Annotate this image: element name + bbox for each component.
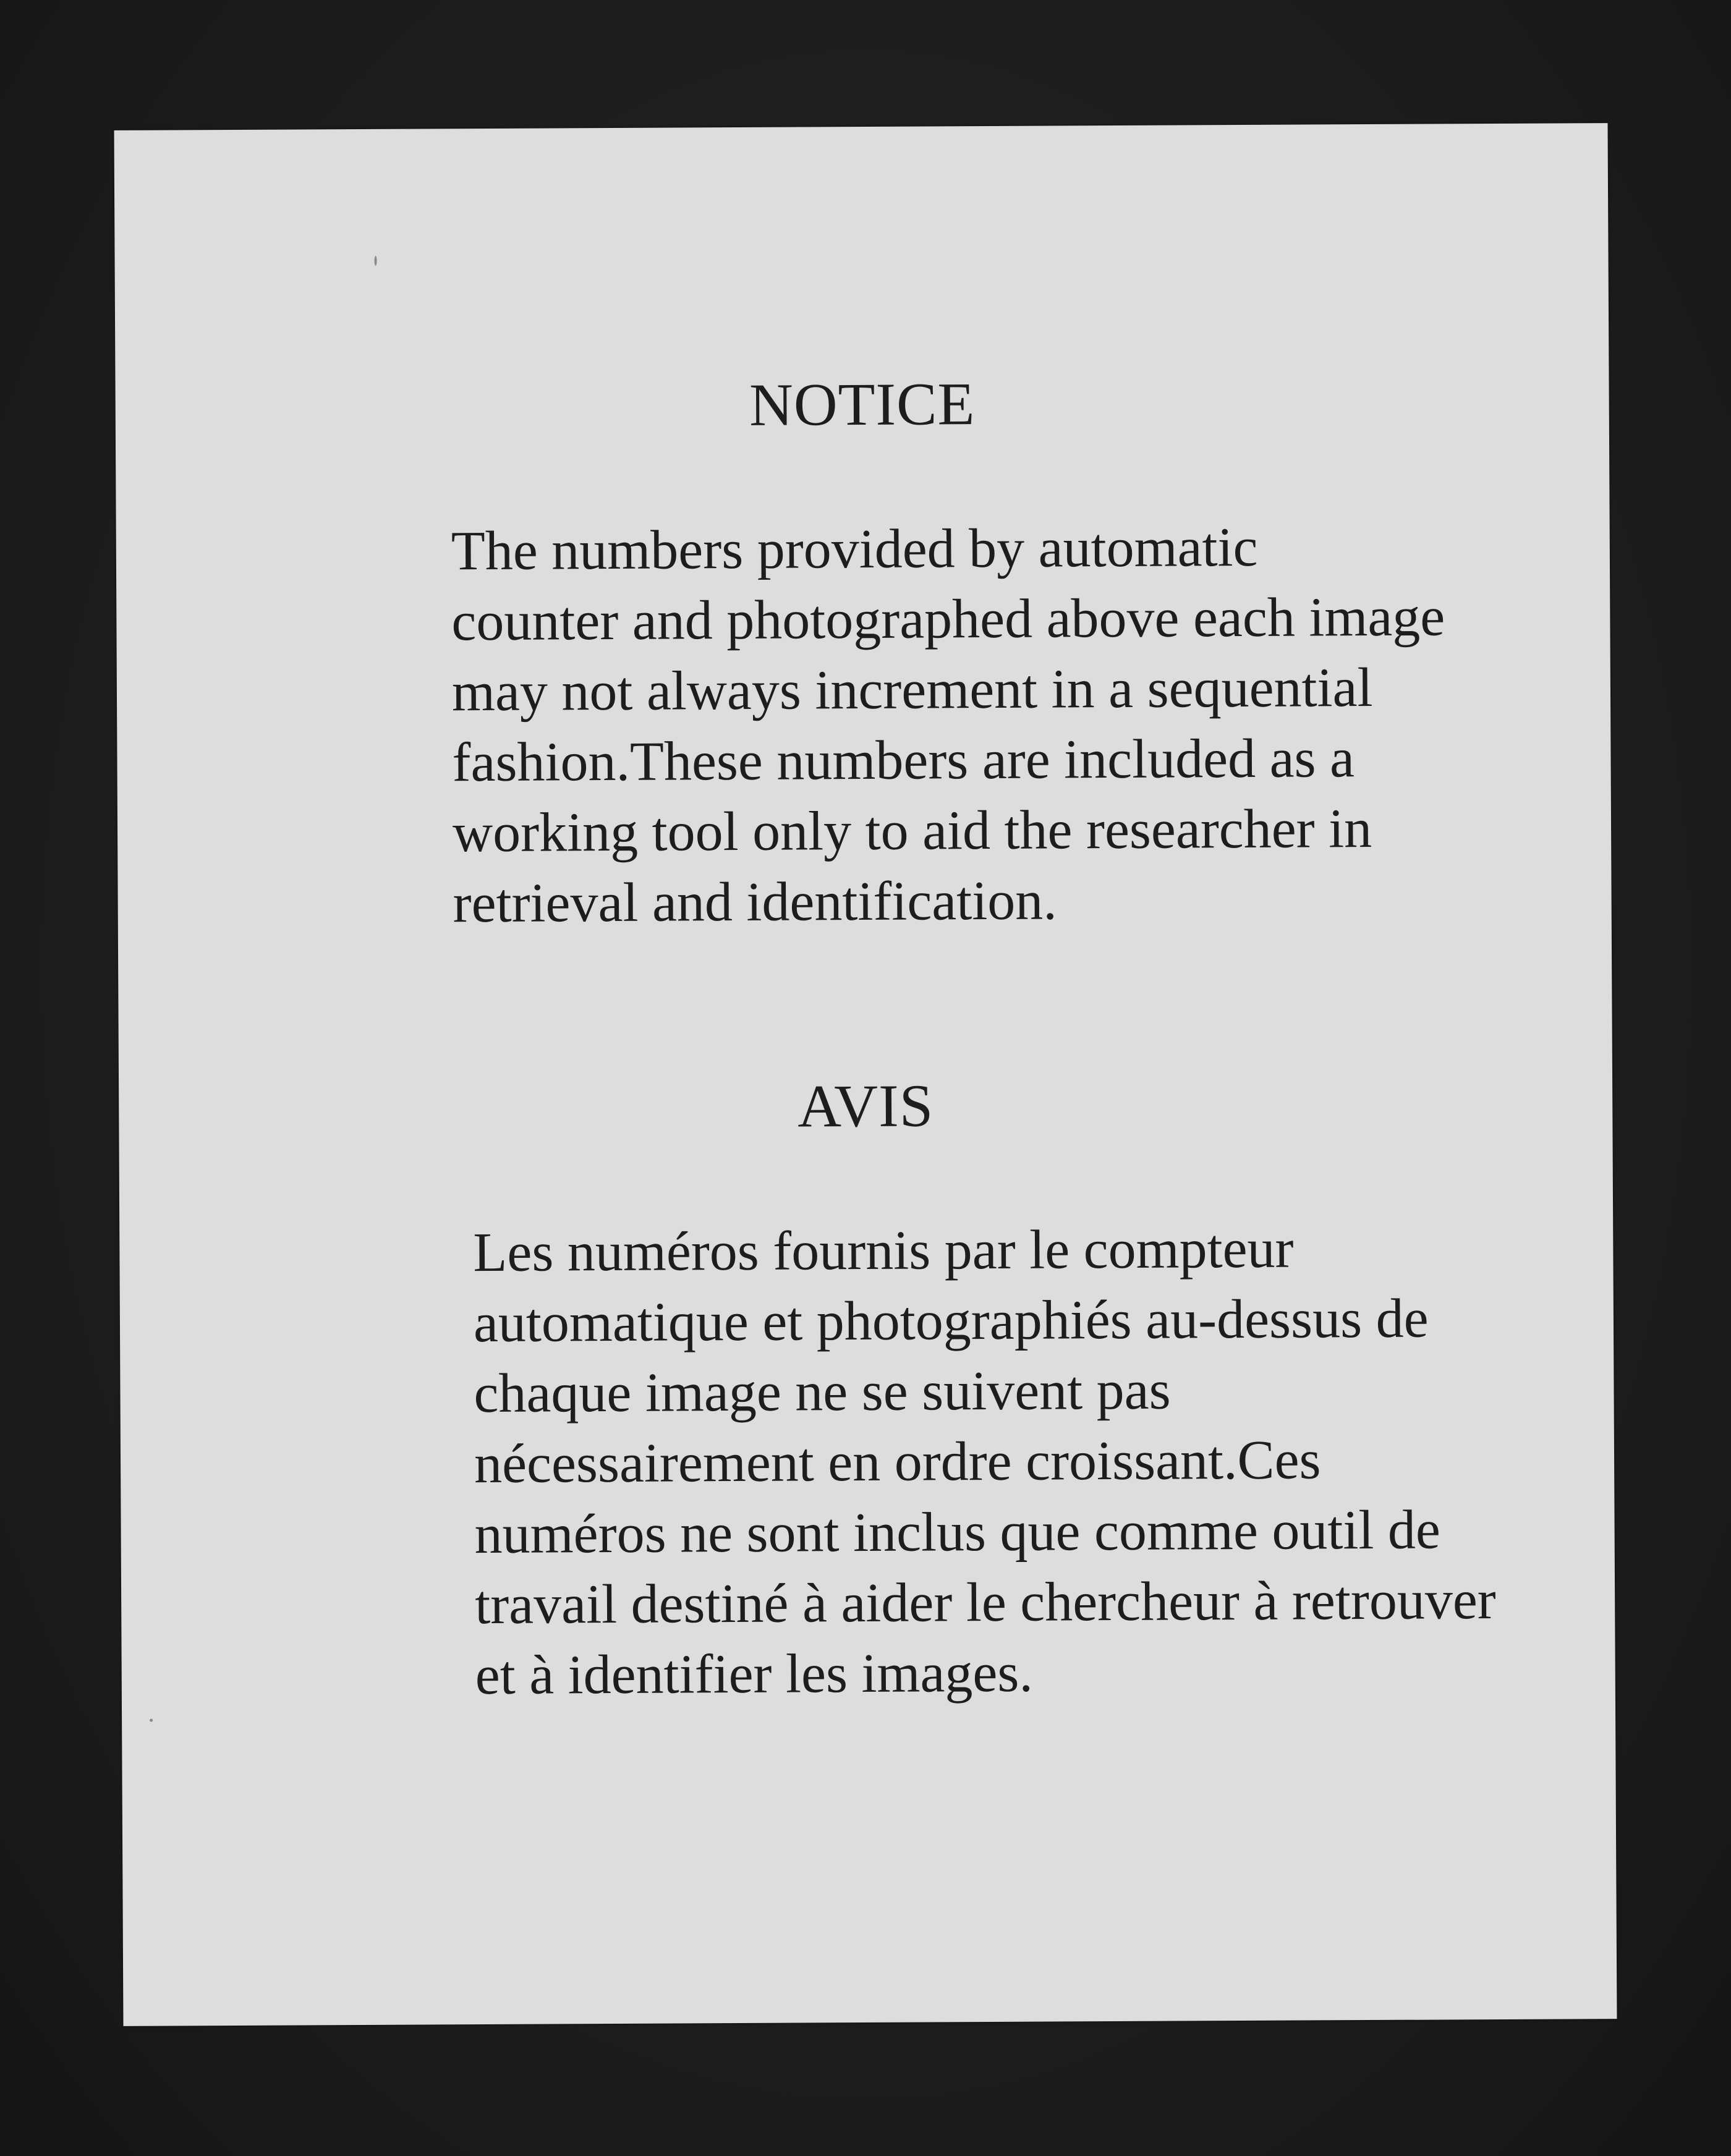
avis-line: travail destiné à aider le chercheur à retrouver — [474, 1569, 1496, 1636]
avis-line: Les numéros fournis par le compteur — [473, 1218, 1294, 1284]
notice-line: fashion.These numbers are included as a — [452, 728, 1355, 794]
notice-line: retrieval and identification. — [453, 870, 1057, 935]
avis-line: et à identifier les images. — [475, 1642, 1034, 1707]
avis-line: nécessairement en ordre croissant.Ces — [474, 1429, 1321, 1495]
notice-line: working tool only to aid the researcher in — [452, 797, 1372, 864]
notice-line: The numbers provided by automatic — [451, 516, 1258, 582]
dust-speck — [375, 256, 377, 266]
notice-sheet — [114, 123, 1617, 2026]
avis-paragraph — [294, 1213, 1563, 1712]
avis-line: chaque image ne se suivent pas — [474, 1359, 1171, 1425]
avis-line: automatique et photographiés au-dessus de — [473, 1288, 1429, 1354]
dust-speck — [150, 1719, 153, 1722]
avis-heading: AVIS — [797, 1072, 934, 1140]
notice-line: may not always increment in a sequential — [451, 656, 1373, 723]
notice-paragraph — [297, 511, 1535, 940]
notice-heading: NOTICE — [749, 371, 976, 439]
notice-line: counter and photographed above each image — [451, 586, 1445, 653]
avis-line: numéros ne sont inclus que comme outil de — [474, 1499, 1441, 1566]
